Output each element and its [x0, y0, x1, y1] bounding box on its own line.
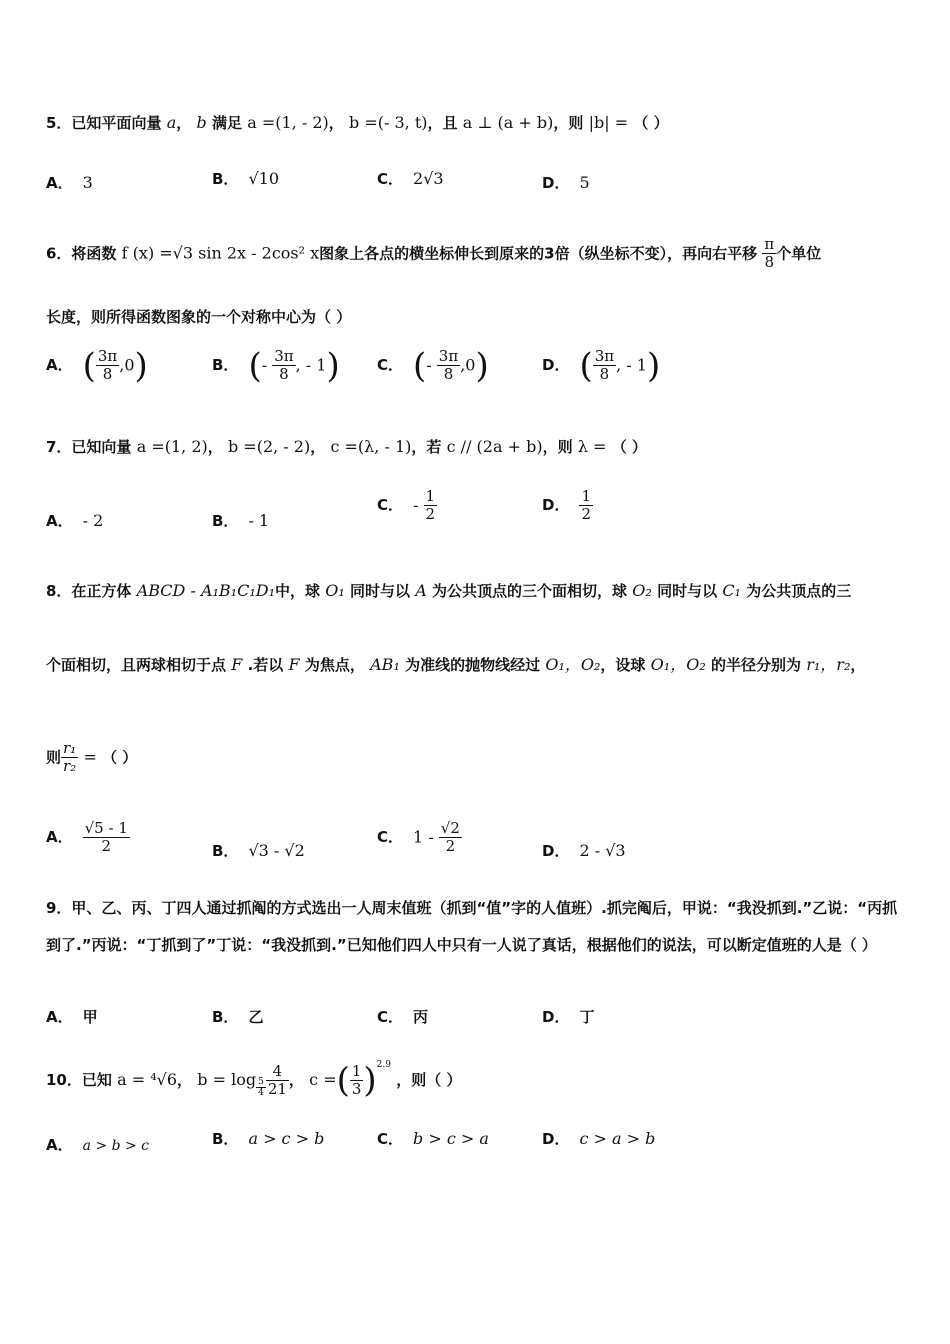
q6-stem	[46, 236, 821, 272]
option-prefix: -	[413, 495, 424, 515]
option-fraction	[437, 348, 460, 384]
q10-text-b: ，则（ ）	[396, 1071, 462, 1089]
q8-text-k: ，设球	[600, 656, 646, 674]
option-value: 丙	[413, 1008, 429, 1026]
option-value: √3 - √2	[248, 841, 305, 860]
option-value: a > c > b	[248, 1129, 325, 1148]
option-label: C．	[377, 496, 404, 515]
option-label: A．	[46, 1136, 73, 1154]
option-value: 2 - √3	[579, 841, 626, 860]
paren-right: )	[475, 345, 489, 386]
q6-stem-line2	[46, 306, 351, 328]
q6-text-b: 图象上各点的横坐标伸长到原来的3倍（纵坐标不变），再向右平移	[319, 244, 758, 263]
q5-paren: （ ）	[633, 114, 669, 132]
q5-text-a: 5．已知平面向量	[46, 114, 162, 132]
paren-left: (	[336, 1060, 350, 1101]
fraction-numerator: 3π	[438, 347, 459, 365]
q5-text-b: 满足	[211, 114, 242, 132]
q5-option-b[interactable]	[212, 168, 279, 190]
q10-b-log: b = log	[197, 1070, 257, 1089]
option-suffix: ,0	[119, 355, 135, 375]
option-label: D．	[542, 356, 570, 375]
option-label: A．	[46, 356, 73, 375]
option-value: b > c > a	[413, 1129, 489, 1148]
q10-option-a[interactable]	[46, 1134, 149, 1157]
option-label: D．	[542, 842, 570, 860]
q9-option-d[interactable]	[542, 1006, 594, 1028]
option-fraction	[272, 348, 295, 384]
fraction-numerator: 1	[351, 1061, 362, 1080]
q8-o2: O₂	[632, 581, 652, 600]
option-suffix: , - 1	[295, 355, 327, 375]
paren-left: (	[248, 345, 262, 386]
paren-left: (	[579, 345, 593, 386]
fraction-numerator: 3π	[594, 347, 615, 365]
q5-option-c[interactable]	[377, 168, 444, 190]
option-label: B．	[212, 842, 239, 860]
option-label: A．	[46, 1008, 73, 1026]
q8-radii: r₁，r₂	[806, 655, 851, 674]
fraction-denominator: 2	[425, 505, 436, 524]
q6-function: f (x) =√3 sin 2x - 2cos² x	[121, 243, 320, 263]
fraction-numerator: 1	[425, 487, 436, 505]
fraction-numerator: 5	[258, 1076, 264, 1087]
q8-text-f: 为公共顶点的三	[746, 582, 852, 600]
q9-stem: 9．甲、乙、丙、丁四人通过抓阄的方式选出一人周末值班（抓到“值”字的人值班）.抓完阄后，甲说：“我没抓到.”乙说：“丙抓到了.”丙说：“丁抓到了”丁说：“我没抓到.”已知他们四人中只有一人说了真话，根据他们的说法，可以断定值班的人是（ ）	[46, 899, 898, 954]
fraction-numerator: 1	[581, 487, 591, 505]
option-value: √10	[248, 169, 279, 188]
fraction-numerator: r₁	[63, 739, 77, 757]
q7-option-b[interactable]	[212, 510, 269, 532]
option-value: 丁	[579, 1008, 595, 1026]
q8-stem-line3	[46, 740, 137, 776]
fraction-numerator: 4	[266, 1063, 289, 1081]
q10-option-c[interactable]	[377, 1128, 489, 1150]
q6-option-a[interactable]	[46, 345, 148, 386]
q7-paren: （ ）	[611, 438, 647, 456]
q6-text-a: 6．将函数	[46, 244, 117, 263]
option-label: B．	[212, 1130, 239, 1148]
q10-a: a = ⁴√6	[117, 1070, 178, 1089]
q8-text-b: 中，球	[274, 582, 320, 600]
fraction-numerator: √5 - 1	[84, 819, 128, 837]
fraction-denominator: 2	[581, 505, 591, 524]
q9-option-b[interactable]	[212, 1006, 263, 1028]
q10-stem: 10．已知 a = ⁴√6， b = log $\frac{5}{4}$ $\frac{4}{21}$ ， c =( $\frac{1}{3}$ )$^{2.9}$ ，则（ ）	[46, 1060, 462, 1101]
option-value: 甲	[82, 1008, 98, 1026]
q10-text-a: 10．已知	[46, 1071, 112, 1089]
fraction-denominator: 8	[764, 253, 775, 272]
q8-stem-line1	[46, 580, 851, 602]
option-value: 3	[82, 173, 93, 192]
option-label: B．	[212, 170, 239, 188]
q8-point-c1: C₁	[722, 581, 741, 600]
q8-text-h: .若以	[247, 656, 284, 674]
q5-var-a: a	[166, 113, 177, 132]
q5-var-b: b	[196, 113, 207, 132]
q10-b-fraction	[266, 1063, 289, 1099]
q8-line-ab1: AB₁	[370, 655, 400, 674]
q8-o12b: O₁，O₂	[650, 655, 706, 674]
option-prefix: -	[261, 355, 273, 375]
option-prefix: -	[426, 355, 437, 375]
fraction-denominator: 4	[258, 1088, 264, 1098]
q10-c: c =	[309, 1070, 337, 1089]
option-fraction	[424, 488, 438, 524]
q6-option-d[interactable]	[542, 345, 661, 386]
q7-vector-b: b =(2, - 2)	[227, 437, 311, 456]
q8-o12: O₁，O₂	[545, 655, 601, 674]
option-prefix: 1 -	[413, 827, 439, 847]
option-label: A．	[46, 174, 73, 192]
q7-option-d[interactable]	[542, 488, 593, 524]
paren-right: )	[363, 1060, 377, 1101]
q8-paren: （ ）	[102, 748, 138, 767]
option-suffix: ,0	[460, 355, 476, 375]
q8-text-m: ，	[850, 656, 866, 674]
fraction-denominator: 8	[279, 365, 289, 384]
option-label: C．	[377, 356, 404, 375]
q8-stem-line2	[46, 654, 865, 676]
option-label: C．	[377, 1008, 404, 1026]
option-label: C．	[377, 828, 404, 847]
q8-ask: =	[83, 747, 97, 767]
option-label: D．	[542, 1008, 570, 1026]
q6-option-c[interactable]	[377, 345, 489, 386]
q8-text-d: 为公共顶点的三个面相切，球	[432, 582, 628, 600]
option-label: A．	[46, 828, 73, 847]
q9-option-a[interactable]	[46, 1006, 98, 1028]
option-suffix: , - 1	[616, 355, 647, 375]
fraction-denominator: 21	[267, 1080, 287, 1098]
q8-text-j: 为准线的抛物线经过	[405, 656, 541, 674]
paren-right: )	[646, 345, 661, 386]
q8-text-c: 同时与以	[350, 582, 411, 600]
fraction-denominator: 8	[102, 365, 113, 384]
fraction-denominator: 8	[443, 365, 454, 384]
option-label: D．	[542, 174, 570, 192]
paren-left: (	[413, 345, 427, 386]
option-value: - 2	[82, 511, 104, 530]
option-label: C．	[377, 170, 404, 188]
q10-c-exponent: 2.9	[376, 1060, 391, 1070]
option-fraction	[83, 820, 130, 856]
q5-cond-perp: a ⊥ (a + b)	[462, 113, 554, 132]
paren-right: )	[326, 345, 340, 386]
q5-option-a[interactable]	[46, 172, 93, 194]
q6-shift-fraction	[762, 236, 776, 272]
option-label: B．	[212, 512, 239, 530]
fraction-numerator: 3π	[274, 347, 294, 365]
q5-cond-b: b =(- 3, t)	[349, 113, 428, 132]
fraction-denominator: 8	[599, 365, 610, 384]
q6-text-d: 长度，则所得函数图象的一个对称中心为（ ）	[46, 308, 352, 326]
fraction-denominator: 2	[445, 837, 456, 856]
option-value: a > b > c	[82, 1138, 150, 1154]
q5-ask: |b| =	[588, 113, 629, 132]
q8-point-a: A	[415, 581, 427, 600]
q8-point-f: F	[231, 655, 243, 674]
q6-text-c: 个单位	[776, 244, 822, 263]
q8-ratio-fraction	[61, 740, 78, 776]
q5-sep: ，	[176, 114, 192, 132]
fraction-denominator: 2	[101, 837, 111, 856]
q10-log-base	[256, 1077, 266, 1099]
fraction-numerator: 3π	[97, 347, 118, 365]
q8-text-n: 则	[46, 748, 62, 767]
q8-text-l: 的半径分别为	[710, 656, 801, 674]
q7-vector-a: a =(1, 2)	[136, 437, 208, 456]
option-value: 2√3	[413, 169, 444, 188]
option-value: 乙	[248, 1008, 264, 1026]
fraction-numerator: π	[764, 235, 775, 253]
q5-option-d[interactable]	[542, 172, 590, 194]
q9-option-c[interactable]	[377, 1006, 428, 1028]
q10-option-b[interactable]	[212, 1128, 324, 1150]
q8-option-c[interactable]	[377, 820, 462, 856]
fraction-denominator: 3	[351, 1080, 362, 1098]
q10-c-fraction	[350, 1063, 364, 1099]
fraction-denominator: r₂	[63, 757, 77, 776]
q5-text-c: ，且	[427, 114, 458, 132]
q7-stem: 7．已知向量 a =(1, 2)， b =(2, - 2)， c =(λ, - 1)，若 c // (2a + b)，则 λ = （ ）	[46, 437, 647, 456]
q8-o1: O₁	[325, 581, 345, 600]
option-value: c > a > b	[579, 1129, 656, 1148]
option-label: B．	[212, 1008, 239, 1026]
q5-cond-a: a =(1, - 2)	[247, 113, 329, 132]
q7-parallel-condition: c // (2a + b)	[446, 437, 543, 456]
q5-text-d: ，则	[553, 114, 584, 132]
option-fraction	[439, 820, 462, 856]
q5-stem: 5．已知平面向量 a， b 满足 a =(1, - 2)， b =(- 3, t)，且 a ⊥ (a + b)，则 |b| = （ ）	[46, 113, 669, 132]
q10-sep: ，	[177, 1071, 193, 1089]
q8-point-f2: F	[288, 655, 300, 674]
option-value: - 1	[248, 511, 270, 530]
option-fraction	[96, 348, 119, 384]
q6-option-b[interactable]	[212, 345, 340, 386]
q7-text-b: ，若	[411, 438, 442, 456]
q8-option-d[interactable]	[542, 840, 626, 862]
q8-text-i: 为焦点，	[304, 656, 365, 674]
q8-text-g: 个面相切，且两球相切于点	[46, 656, 227, 674]
option-fraction	[593, 348, 616, 384]
q7-ask: λ =	[577, 437, 607, 456]
option-label: D．	[542, 496, 570, 515]
option-label: B．	[212, 356, 239, 375]
option-fraction	[579, 488, 593, 524]
q7-vector-c: c =(λ, - 1)	[330, 437, 412, 456]
paren-left: (	[82, 345, 96, 386]
paren-right: )	[134, 345, 148, 386]
option-label: D．	[542, 1130, 570, 1148]
fraction-numerator: √2	[440, 819, 460, 837]
q8-text-a: 8．在正方体	[46, 582, 132, 600]
option-label: C．	[377, 1130, 404, 1148]
q8-text-e: 同时与以	[657, 582, 718, 600]
option-value: 5	[579, 173, 590, 192]
q7-text-c: ，则	[542, 438, 573, 456]
q10-option-d[interactable]	[542, 1128, 655, 1150]
q8-cube: ABCD - A₁B₁C₁D₁	[136, 581, 275, 600]
q8-option-a[interactable]	[46, 820, 130, 856]
q7-option-a[interactable]	[46, 510, 103, 532]
q7-option-c[interactable]	[377, 488, 437, 524]
option-label: A．	[46, 512, 73, 530]
q8-option-b[interactable]	[212, 840, 305, 862]
q7-text-a: 7．已知向量	[46, 438, 132, 456]
